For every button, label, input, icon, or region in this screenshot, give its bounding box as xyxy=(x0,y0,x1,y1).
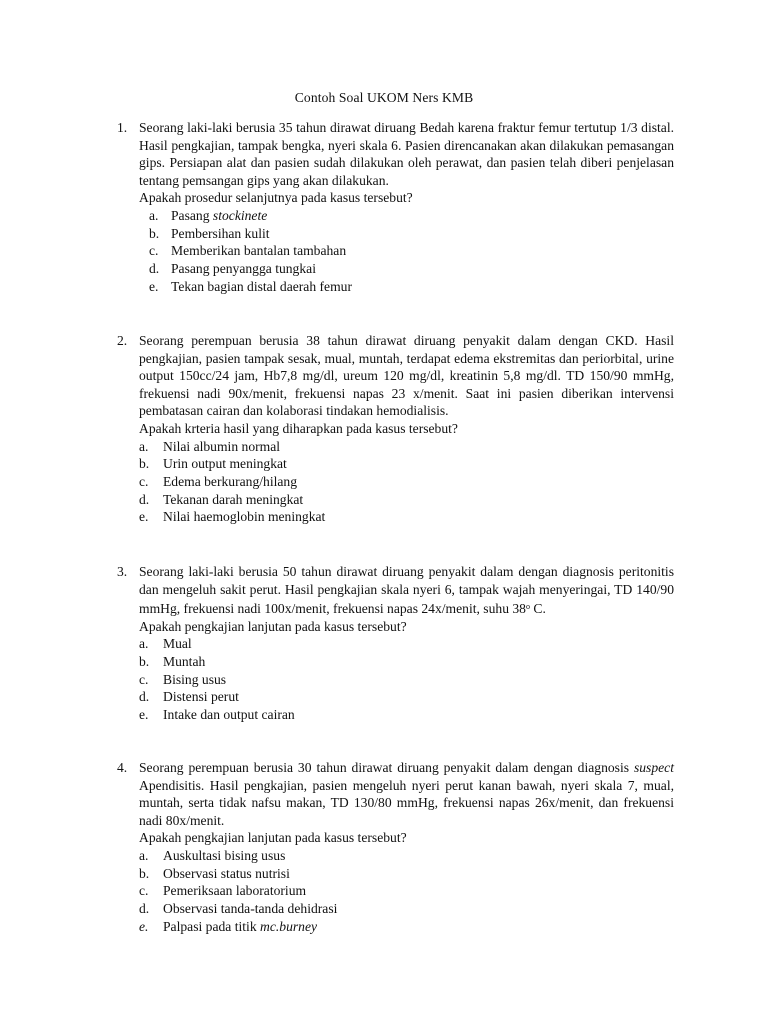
option-text: Observasi tanda-tanda dehidrasi xyxy=(163,901,338,917)
option-text: Observasi status nutrisi xyxy=(163,865,290,881)
option-text xyxy=(171,207,267,225)
option-text-plain: Palpasi pada titik xyxy=(163,918,261,934)
option-letter: d. xyxy=(139,689,150,705)
answer-option-b[interactable] xyxy=(139,653,674,671)
question-number: 3. xyxy=(117,564,128,579)
question-body xyxy=(139,563,674,724)
option-text: Pemeriksaan laboratorium xyxy=(163,883,307,899)
option-letter: c. xyxy=(149,243,159,259)
answer-options xyxy=(139,438,674,526)
question-prompt: Apakah pengkajian lanjutan pada kasus tersebut? xyxy=(139,618,407,634)
option-text: Muntah xyxy=(163,654,206,670)
question-prompt: Apakah krteria hasil yang diharapkan pada kasus tersebut? xyxy=(139,420,458,436)
option-text-italic: stockinete xyxy=(212,207,268,223)
stem-text-italic: suspect xyxy=(633,760,674,775)
question-stem xyxy=(139,759,674,829)
stem-text: Seorang perempuan berusia 30 tahun dirawat diruang penyakit dalam dengan diagnosis xyxy=(139,760,634,775)
question-body xyxy=(139,759,674,935)
option-letter: a. xyxy=(139,438,149,454)
option-text: Nilai haemoglobin meningkat xyxy=(163,509,326,525)
answer-option-c[interactable] xyxy=(139,671,674,689)
answer-option-a[interactable] xyxy=(139,847,674,865)
answer-option-a[interactable] xyxy=(139,207,674,225)
answer-option-d[interactable] xyxy=(139,900,674,918)
question-prompt: Apakah prosedur selanjutnya pada kasus tersebut? xyxy=(139,190,413,206)
option-letter: c. xyxy=(139,883,149,899)
answer-option-a[interactable] xyxy=(139,438,674,456)
option-text: Tekanan darah meningkat xyxy=(163,491,304,507)
question-number: 1. xyxy=(117,120,128,135)
option-letter: c. xyxy=(139,473,149,489)
question-body xyxy=(139,332,674,526)
option-letter: d. xyxy=(149,261,160,277)
option-text: Bising usus xyxy=(163,671,227,687)
option-letter: a. xyxy=(149,207,159,223)
option-letter: b. xyxy=(149,225,160,241)
answer-options xyxy=(139,207,674,295)
stem-text-end: Apendisitis. Hasil pengkajian, pasien mengeluh nyeri perut kanan bawah, nyeri skala 7, mual, muntah, serta tidak nafsu makan, TD 130/80 mmHg, frekuensi napas 26x/menit, dan frekuensi nadi 80x/menit. xyxy=(139,777,674,828)
question-body xyxy=(139,119,674,295)
option-text: Memberikan bantalan tambahan xyxy=(171,243,347,259)
option-text: Pasang penyangga tungkai xyxy=(171,261,316,277)
answer-options xyxy=(139,635,674,723)
option-letter: e. xyxy=(139,918,149,934)
answer-option-d[interactable] xyxy=(139,688,674,706)
option-text: Nilai albumin normal xyxy=(163,438,281,454)
answer-option-b[interactable] xyxy=(139,865,674,883)
option-text-italic: mc.burney xyxy=(260,918,318,934)
option-letter: a. xyxy=(139,636,149,652)
option-letter: d. xyxy=(139,901,150,917)
answer-option-b[interactable] xyxy=(139,225,674,243)
answer-option-c[interactable] xyxy=(139,473,674,491)
option-text: Distensi perut xyxy=(163,689,239,705)
option-text: Pembersihan kulit xyxy=(171,225,270,241)
answer-option-b[interactable] xyxy=(139,455,674,473)
option-text-plain: Pasang xyxy=(171,207,213,223)
answer-option-e[interactable] xyxy=(139,508,674,526)
question-number: 2. xyxy=(117,333,128,348)
question-prompt: Apakah pengkajian lanjutan pada kasus tersebut? xyxy=(139,830,407,846)
option-letter: e. xyxy=(139,509,149,525)
answer-option-e[interactable] xyxy=(139,278,674,296)
option-text: Auskultasi bising usus xyxy=(163,847,286,863)
option-text: Tekan bagian distal daerah femur xyxy=(171,278,352,294)
option-text: Mual xyxy=(163,636,192,652)
degree-superscript: o xyxy=(525,602,530,612)
option-letter: b. xyxy=(139,456,150,472)
answer-option-d[interactable] xyxy=(139,491,674,509)
answer-option-a[interactable] xyxy=(139,635,674,653)
option-text: Urin output meningkat xyxy=(163,456,287,472)
question-stem xyxy=(139,563,674,618)
question-number: 4. xyxy=(117,760,128,775)
option-letter: e. xyxy=(149,278,159,294)
answer-option-e[interactable] xyxy=(139,918,674,936)
option-letter: a. xyxy=(139,847,149,863)
stem-text: Seorang laki-laki berusia 50 tahun dirawat diruang penyakit dalam dengan diagnosis peritonitis dan mengeluh sakit perut. Hasil pengkajian skala nyeri 6, tampak wajah menyeringai, TD 140/90 mmHg, frekuensi nadi 100x/menit, frekuensi napas 24x/menit, suhu 38 xyxy=(139,564,674,617)
option-letter: d. xyxy=(139,491,150,507)
option-letter: c. xyxy=(139,671,149,687)
answer-option-c[interactable] xyxy=(139,242,674,260)
option-letter: e. xyxy=(139,707,149,723)
question-stem: Seorang perempuan berusia 38 tahun dirawat diruang penyakit dalam dengan CKD. Hasil pengkajian, pasien tampak sesak, mual, muntah, terdapat edema ekstremitas dan periorbital, urine output 150cc/24 jam, Hb7,8 mg/dl, ureum 120 mg/dl, kreatinin 5,8 mg/dl. TD 150/90 mmHg, frekuensi nadi 90x/menit, frekuensi napas 23 x/menit. Saat ini pasien diberikan intervensi pembatasan cairan dan kolaborasi tindakan hemodialisis. xyxy=(139,333,674,419)
stem-text-end: C. xyxy=(529,601,546,617)
option-text: Intake dan output cairan xyxy=(163,707,295,723)
option-letter: b. xyxy=(139,654,150,670)
answer-option-c[interactable] xyxy=(139,882,674,900)
option-text xyxy=(163,918,317,936)
answer-options xyxy=(139,847,674,935)
question-stem: Seorang laki-laki berusia 35 tahun dirawat diruang Bedah karena fraktur femur tertutup 1/3 distal. Hasil pengkajian, tampak bengka, nyeri skala 6. Pasien direncanakan akan dilakukan pemasangan gips. Persiapan alat dan pasien sudah dilakukan oleh perawat, dan pasien telah diberi penjelasan tentang pemsangan gips yang akan dilakukan. xyxy=(139,120,674,188)
document-title: Contoh Soal UKOM Ners KMB xyxy=(294,90,474,105)
answer-option-e[interactable] xyxy=(139,706,674,724)
option-text: Edema berkurang/hilang xyxy=(163,473,297,489)
option-letter: b. xyxy=(139,865,150,881)
answer-option-d[interactable] xyxy=(139,260,674,278)
